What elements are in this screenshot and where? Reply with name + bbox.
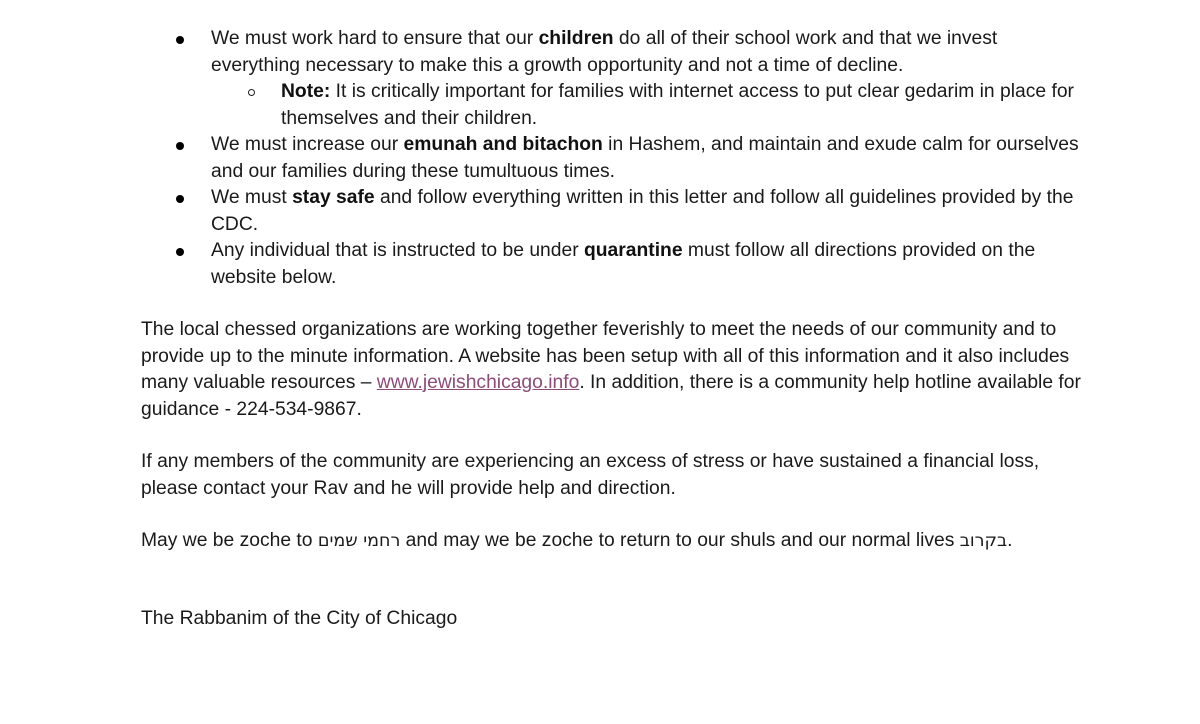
bullet-text: We must [211, 187, 293, 208]
bullet-children [211, 26, 1091, 132]
bullet-text: We must increase our [211, 134, 404, 155]
hebrew-word: בקרוב [959, 531, 1008, 551]
note-text: It is critically important for families with internet access to put clear gedarim in place for themselves and their children. [281, 81, 1074, 129]
bullet-emphasis: quarantine [584, 240, 683, 261]
paragraph-text: and may we be zoche to return to our shuls and our normal lives [400, 530, 960, 551]
paragraph-text: . In addition, there is a community help hotline available for guidance - 224-534-9867. [141, 372, 1081, 420]
paragraph-text: The local chessed organizations are working together feverishly to meet the needs of our community and to provide up to the minute information. A website has been setup with all of this information and it also includes many valuable resources – [141, 319, 1070, 393]
chessed-paragraph [141, 317, 1081, 423]
note-sub-list [211, 79, 1091, 132]
bullet-emphasis: children [538, 28, 614, 49]
bullet-text: in Hashem, and maintain and exude calm for ourselves and our families during these tumultuous times. [211, 134, 1079, 182]
bullet-emphasis: emunah and bitachon [403, 134, 603, 155]
note-item [281, 79, 1091, 132]
note-label: Note: [281, 81, 331, 102]
paragraph-text: . [1007, 530, 1013, 551]
bullet-emphasis: stay safe [292, 187, 375, 208]
hebrew-phrase: רחמי שמים [317, 531, 401, 551]
bullet-stay-safe [211, 185, 1091, 238]
bullet-text: and follow everything written in this letter and follow all guidelines provided by the CDC. [211, 187, 1074, 235]
bullet-text: must follow all directions provided on the website below. [211, 240, 1036, 288]
website-link[interactable]: www.jewishchicago.info [376, 372, 580, 393]
bullet-emunah [211, 132, 1091, 185]
zoche-paragraph [141, 528, 1081, 555]
signature-line: The Rabbanim of the City of Chicago [141, 608, 458, 629]
bullet-quarantine [211, 238, 1091, 291]
paragraph-text: May we be zoche to [141, 530, 318, 551]
guidance-bullet-list [211, 26, 1091, 291]
bullet-text: do all of their school work and that we invest everything necessary to make this a growth opportunity and not a time of decline. [211, 28, 998, 76]
bullet-text: Any individual that is instructed to be under [211, 240, 584, 261]
bullet-text: We must work hard to ensure that our [211, 28, 539, 49]
stress-paragraph: If any members of the community are experiencing an excess of stress or have sustained a financial loss, please contact your Rav and he will provide help and direction. [141, 451, 1040, 499]
